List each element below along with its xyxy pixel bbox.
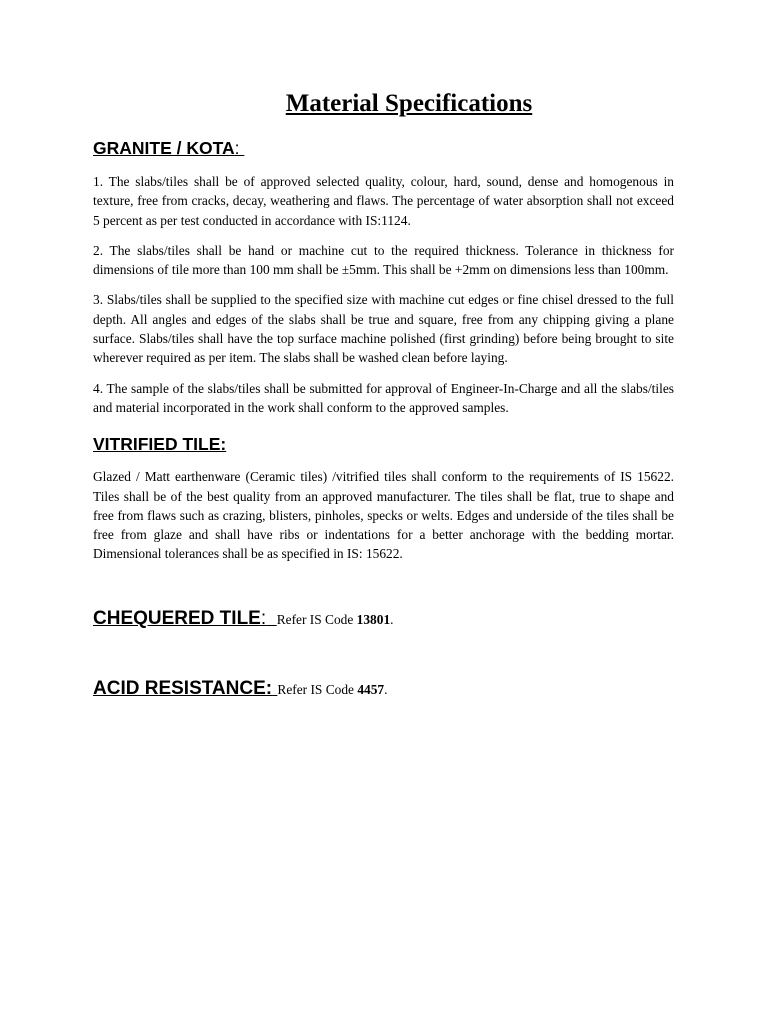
granite-paragraph-1: 1. The slabs/tiles shall be of approved selected quality, colour, hard, sound, dense and homogenous in texture, free from cracks, decay, weathering and flaws. The percentage of water absorption shall not exceed 5 percent as per test conducted in accordance with IS:1124. [93,174,674,228]
vitrified-heading: VITRIFIED TILE: [93,434,227,455]
vitrified-paragraph: Glazed / Matt earthenware (Ceramic tiles) /vitrified tiles shall conform to the requirements of IS 15622. Tiles shall be of the best quality from an approved manufacturer. The tiles shall be flat, true to shape and free from flaws such as crazing, blisters, pinholes, specks or welts. Edges and underside of the tiles shall be free from glaze and shall have ribs or indentations for a better anchorage with the bedding mortar. Dimensional tolerances shall be as specified in IS: 15622. [93,469,674,562]
acid-ref-text: Refer IS Code [277,681,358,697]
granite-paragraph-4: 4. The sample of the slabs/tiles shall be submitted for approval of Engineer-In-Charge and all the slabs/tiles and material incorporated in the work shall conform to the approved samples. [93,380,674,415]
acid-heading: ACID RESISTANCE: [93,677,273,699]
granite-paragraph-2: 2. The slabs/tiles shall be hand or machine cut to the required thickness. Tolerance in thickness for dimensions of tile more than 100 mm shall be ±5mm. This shall be +2mm on dimensions less than 100mm. [93,242,674,278]
chequered-end: . [390,611,394,627]
acid-code: 4457 [357,681,385,697]
document-body [93,134,674,700]
granite-heading-text: GRANITE / KOTA [93,138,235,158]
chequered-ref-text: Refer IS Code [276,611,357,627]
acid-resistance-line [93,678,674,700]
chequered-tile-line [93,608,674,630]
page-title: Material Specifications [285,90,533,117]
granite-heading [93,135,674,161]
chequered-heading: CHEQUERED TILE: [93,607,267,629]
acid-end: . [384,681,388,697]
chequered-code: 13801 [356,611,391,627]
granite-heading-colon: : [234,138,240,158]
granite-paragraph-3: 3. Slabs/tiles shall be supplied to the specified size with machine cut edges or fine chisel dressed to the full depth. All angles and edges of the slabs shall be true and square, free from any chipping giving a plane surface. Slabs/tiles shall have the top surface machine polished (first grinding) before being brought to site wherever required as per item. The slabs shall be washed clean before laying. [93,292,674,366]
